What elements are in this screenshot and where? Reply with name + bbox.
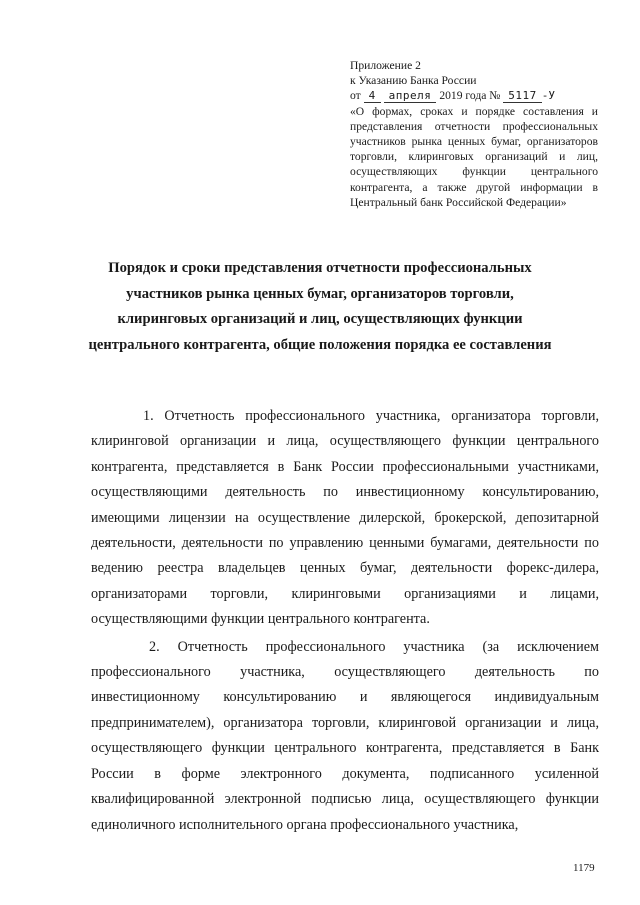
- annex-header: [350, 58, 598, 210]
- annex-description: «О формах, сроках и порядке составления и представления отчетности профессиональных участников рынка ценных бумаг, организаторов торговли, клиринговых организаций и лиц, осуществляющих функции центрального контрагента, а также другой информации в Центральный банк Российской Федерации»: [350, 104, 598, 209]
- number-suffix: -У: [541, 89, 555, 103]
- day-field: 4: [364, 89, 381, 103]
- paragraph-2: 2. Отчетность профессионального участника (за исключением профессионального участника, осуществляющего деятельность по инвестиционному консультированию и являющегося индивидуальным предпринимателем), организатора торговли, клиринговой организации и лица, осуществляющего функции центрального контрагента, представляется в Банк России в форме электронного документа, подписанного усиленной квалифицированной электронной подписью лица, осуществляющего функции единоличного исполнительного органа профессионального участника,: [91, 638, 599, 833]
- document-title: Порядок и сроки представления отчетности профессиональных участников рынка ценных бумаг, организаторов торговли, клиринговых организаций и лиц, осуществляющих функции центрального контрагента, общие положения порядка ее составления: [88, 260, 552, 353]
- document-body: [91, 404, 599, 840]
- page-number: 1179: [573, 862, 595, 874]
- annex-reference: к Указанию Банка России: [350, 74, 477, 88]
- month-field: апреля: [384, 89, 437, 103]
- number-field: 5117: [503, 89, 542, 103]
- annex-title: Приложение 2: [350, 59, 421, 72]
- date-prefix: от: [350, 89, 361, 103]
- annex-date-line: [350, 88, 598, 103]
- year-text: 2019 года №: [439, 89, 501, 103]
- paragraph-1: 1. Отчетность профессионального участника, организатора торговли, клиринговой организации и лица, осуществляющего функции центрального контрагента, представляется в Банк России профессиональными участниками, осуществляющими деятельность по инвестиционному консультированию, имеющими лицензии на осуществление дилерской, брокерской, депозитарной деятельности, деятельности по управлению ценными бумагами, деятельности по ведению реестра владельцев ценных бумаг, деятельности форекс-дилера, организаторами торговли, клиринговыми организациями и лицами, осуществляющими функции центрального контрагента.: [91, 408, 599, 628]
